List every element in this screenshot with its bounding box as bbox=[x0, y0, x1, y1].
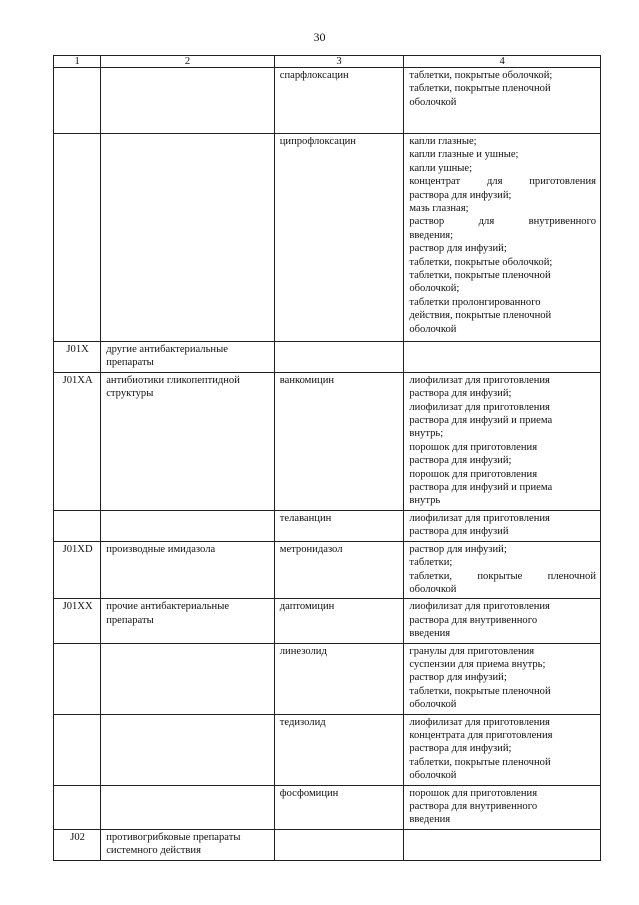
dosage-form-line: таблетки, покрытые пленочной bbox=[409, 685, 551, 697]
dosage-forms-cell bbox=[404, 68, 601, 134]
dosage-forms-cell bbox=[404, 342, 601, 373]
dosage-form-line: раствор для инфузий; bbox=[409, 543, 507, 555]
dosage-form-line: лиофилизат для приготовления bbox=[409, 601, 550, 613]
dosage-form-line: оболочкой bbox=[409, 770, 457, 782]
dosage-form-line: внутрь bbox=[409, 495, 441, 507]
drug-table bbox=[53, 55, 601, 861]
table-row bbox=[54, 643, 601, 714]
dosage-form-line: раствора для инфузий bbox=[409, 526, 509, 538]
header-col-2: 2 bbox=[101, 56, 275, 68]
drug-name-cell: линезолид bbox=[274, 643, 404, 714]
table-row bbox=[54, 541, 601, 599]
dosage-form-line: таблетки, покрытые оболочкой; bbox=[409, 70, 553, 81]
dosage-form-line: концентрат для приготовления bbox=[409, 176, 596, 188]
dosage-form-line: порошок для приготовления bbox=[409, 441, 538, 453]
group-name-cell: производные имидазола bbox=[101, 541, 275, 599]
dosage-form-line: введения; bbox=[409, 229, 454, 241]
dosage-form-line: раствора для инфузий; bbox=[409, 388, 512, 400]
atc-code-cell bbox=[54, 510, 101, 541]
dosage-form-line: гранулы для приготовления bbox=[409, 645, 535, 657]
table-row bbox=[54, 785, 601, 829]
table-row bbox=[54, 714, 601, 785]
dosage-form-line: капли глазные; bbox=[409, 136, 477, 147]
dosage-form-line: лиофилизат для приготовления bbox=[409, 512, 550, 524]
table-row bbox=[54, 829, 601, 860]
drug-name-cell: метронидазол bbox=[274, 541, 404, 599]
dosage-form-line: таблетки, покрытые оболочкой; bbox=[409, 256, 553, 268]
group-name-cell: противогрибковые препараты системного действия bbox=[101, 829, 275, 860]
dosage-form-line: концентрата для приготовления bbox=[409, 729, 553, 741]
dosage-forms-cell bbox=[404, 785, 601, 829]
drug-name-cell: ципрофлоксацин bbox=[274, 134, 404, 342]
dosage-form-line: раствора для инфузий; bbox=[409, 455, 512, 467]
dosage-form-line: введения bbox=[409, 628, 451, 640]
group-name-cell: другие антибактериальные препараты bbox=[101, 342, 275, 373]
table-row bbox=[54, 68, 601, 134]
header-col-4: 4 bbox=[404, 56, 601, 68]
atc-code-cell bbox=[54, 68, 101, 134]
dosage-form-line: таблетки; bbox=[409, 557, 453, 569]
dosage-form-line: таблетки, покрытые пленочной bbox=[409, 270, 551, 282]
table-row bbox=[54, 342, 601, 373]
dosage-form-line: раствора для инфузий и приема bbox=[409, 482, 553, 494]
dosage-form-line: внутрь; bbox=[409, 428, 444, 440]
group-name-cell bbox=[101, 643, 275, 714]
group-name-cell: прочие антибактериальные препараты bbox=[101, 599, 275, 643]
dosage-form-line: лиофилизат для приготовления bbox=[409, 401, 550, 413]
dosage-forms-cell bbox=[404, 134, 601, 342]
atc-code-cell: J01XX bbox=[54, 599, 101, 643]
dosage-form-line: оболочкой bbox=[409, 583, 457, 595]
dosage-form-line: капли ушные; bbox=[409, 162, 473, 174]
dosage-form-line: раствора для инфузий; bbox=[409, 743, 512, 755]
dosage-form-line: капли глазные и ушные; bbox=[409, 149, 519, 161]
dosage-forms-cell bbox=[404, 541, 601, 599]
dosage-form-line: оболочкой; bbox=[409, 283, 460, 295]
group-name-cell bbox=[101, 510, 275, 541]
drug-name-cell bbox=[274, 342, 404, 373]
dosage-forms-cell bbox=[404, 599, 601, 643]
drug-name-cell: телаванцин bbox=[274, 510, 404, 541]
table-row bbox=[54, 599, 601, 643]
drug-name-cell: тедизолид bbox=[274, 714, 404, 785]
dosage-forms-cell bbox=[404, 714, 601, 785]
drug-name-cell: даптомицин bbox=[274, 599, 404, 643]
dosage-forms-cell bbox=[404, 643, 601, 714]
table-row bbox=[54, 510, 601, 541]
dosage-form-line: раствор для инфузий; bbox=[409, 672, 507, 684]
atc-code-cell: J01X bbox=[54, 342, 101, 373]
group-name-cell bbox=[101, 785, 275, 829]
table-row bbox=[54, 134, 601, 342]
dosage-form-line: раствора для инфузий и приема bbox=[409, 415, 553, 427]
dosage-form-line: раствор для внутривенного bbox=[409, 216, 596, 228]
dosage-forms-cell bbox=[404, 829, 601, 860]
group-name-cell bbox=[101, 68, 275, 134]
dosage-form-line: лиофилизат для приготовления bbox=[409, 716, 550, 728]
drug-name-cell: ванкомицин bbox=[274, 372, 404, 510]
atc-code-cell bbox=[54, 134, 101, 342]
dosage-form-line: оболочкой bbox=[409, 323, 457, 335]
dosage-form-line: мазь глазная; bbox=[409, 203, 469, 215]
drug-name-cell: спарфлоксацин bbox=[274, 68, 404, 134]
dosage-forms-cell bbox=[404, 510, 601, 541]
dosage-forms-cell bbox=[404, 372, 601, 510]
atc-code-cell: J02 bbox=[54, 829, 101, 860]
dosage-form-line: суспензии для приема внутрь; bbox=[409, 658, 546, 670]
dosage-form-line: порошок для приготовления bbox=[409, 468, 538, 480]
group-name-cell bbox=[101, 714, 275, 785]
atc-code-cell bbox=[54, 643, 101, 714]
dosage-form-line: таблетки, покрытые пленочной bbox=[409, 756, 551, 768]
dosage-form-line: оболочкой bbox=[409, 699, 457, 711]
header-col-1: 1 bbox=[54, 56, 101, 68]
dosage-form-line: раствора для инфузий; bbox=[409, 189, 512, 201]
dosage-form-line: таблетки, покрытые пленочной bbox=[409, 83, 551, 95]
group-name-cell: антибиотики гликопептидной структуры bbox=[101, 372, 275, 510]
dosage-form-line: лиофилизат для приготовления bbox=[409, 374, 550, 386]
drug-name-cell bbox=[274, 829, 404, 860]
page-number: 30 bbox=[313, 30, 326, 44]
atc-code-cell bbox=[54, 785, 101, 829]
dosage-form-line: раствор для инфузий; bbox=[409, 243, 507, 255]
atc-code-cell bbox=[54, 714, 101, 785]
dosage-form-line: оболочкой bbox=[409, 96, 457, 108]
dosage-form-line: раствора для внутривенного bbox=[409, 801, 538, 812]
dosage-form-line: действия, покрытые пленочной bbox=[409, 310, 552, 322]
dosage-form-line: таблетки пролонгированного bbox=[409, 296, 541, 308]
dosage-form-line: раствора для внутривенного bbox=[409, 614, 538, 626]
dosage-form-line: таблетки, покрытые пленочной bbox=[409, 570, 596, 582]
atc-code-cell: J01XA bbox=[54, 372, 101, 510]
group-name-cell bbox=[101, 134, 275, 342]
dosage-form-line: введения bbox=[409, 814, 451, 826]
table-body bbox=[54, 68, 601, 861]
dosage-form-line: порошок для приготовления bbox=[409, 787, 538, 799]
header-col-3: 3 bbox=[274, 56, 404, 68]
drug-name-cell: фосфомицин bbox=[274, 785, 404, 829]
header-row bbox=[54, 56, 601, 68]
table-row bbox=[54, 372, 601, 510]
atc-code-cell: J01XD bbox=[54, 541, 101, 599]
